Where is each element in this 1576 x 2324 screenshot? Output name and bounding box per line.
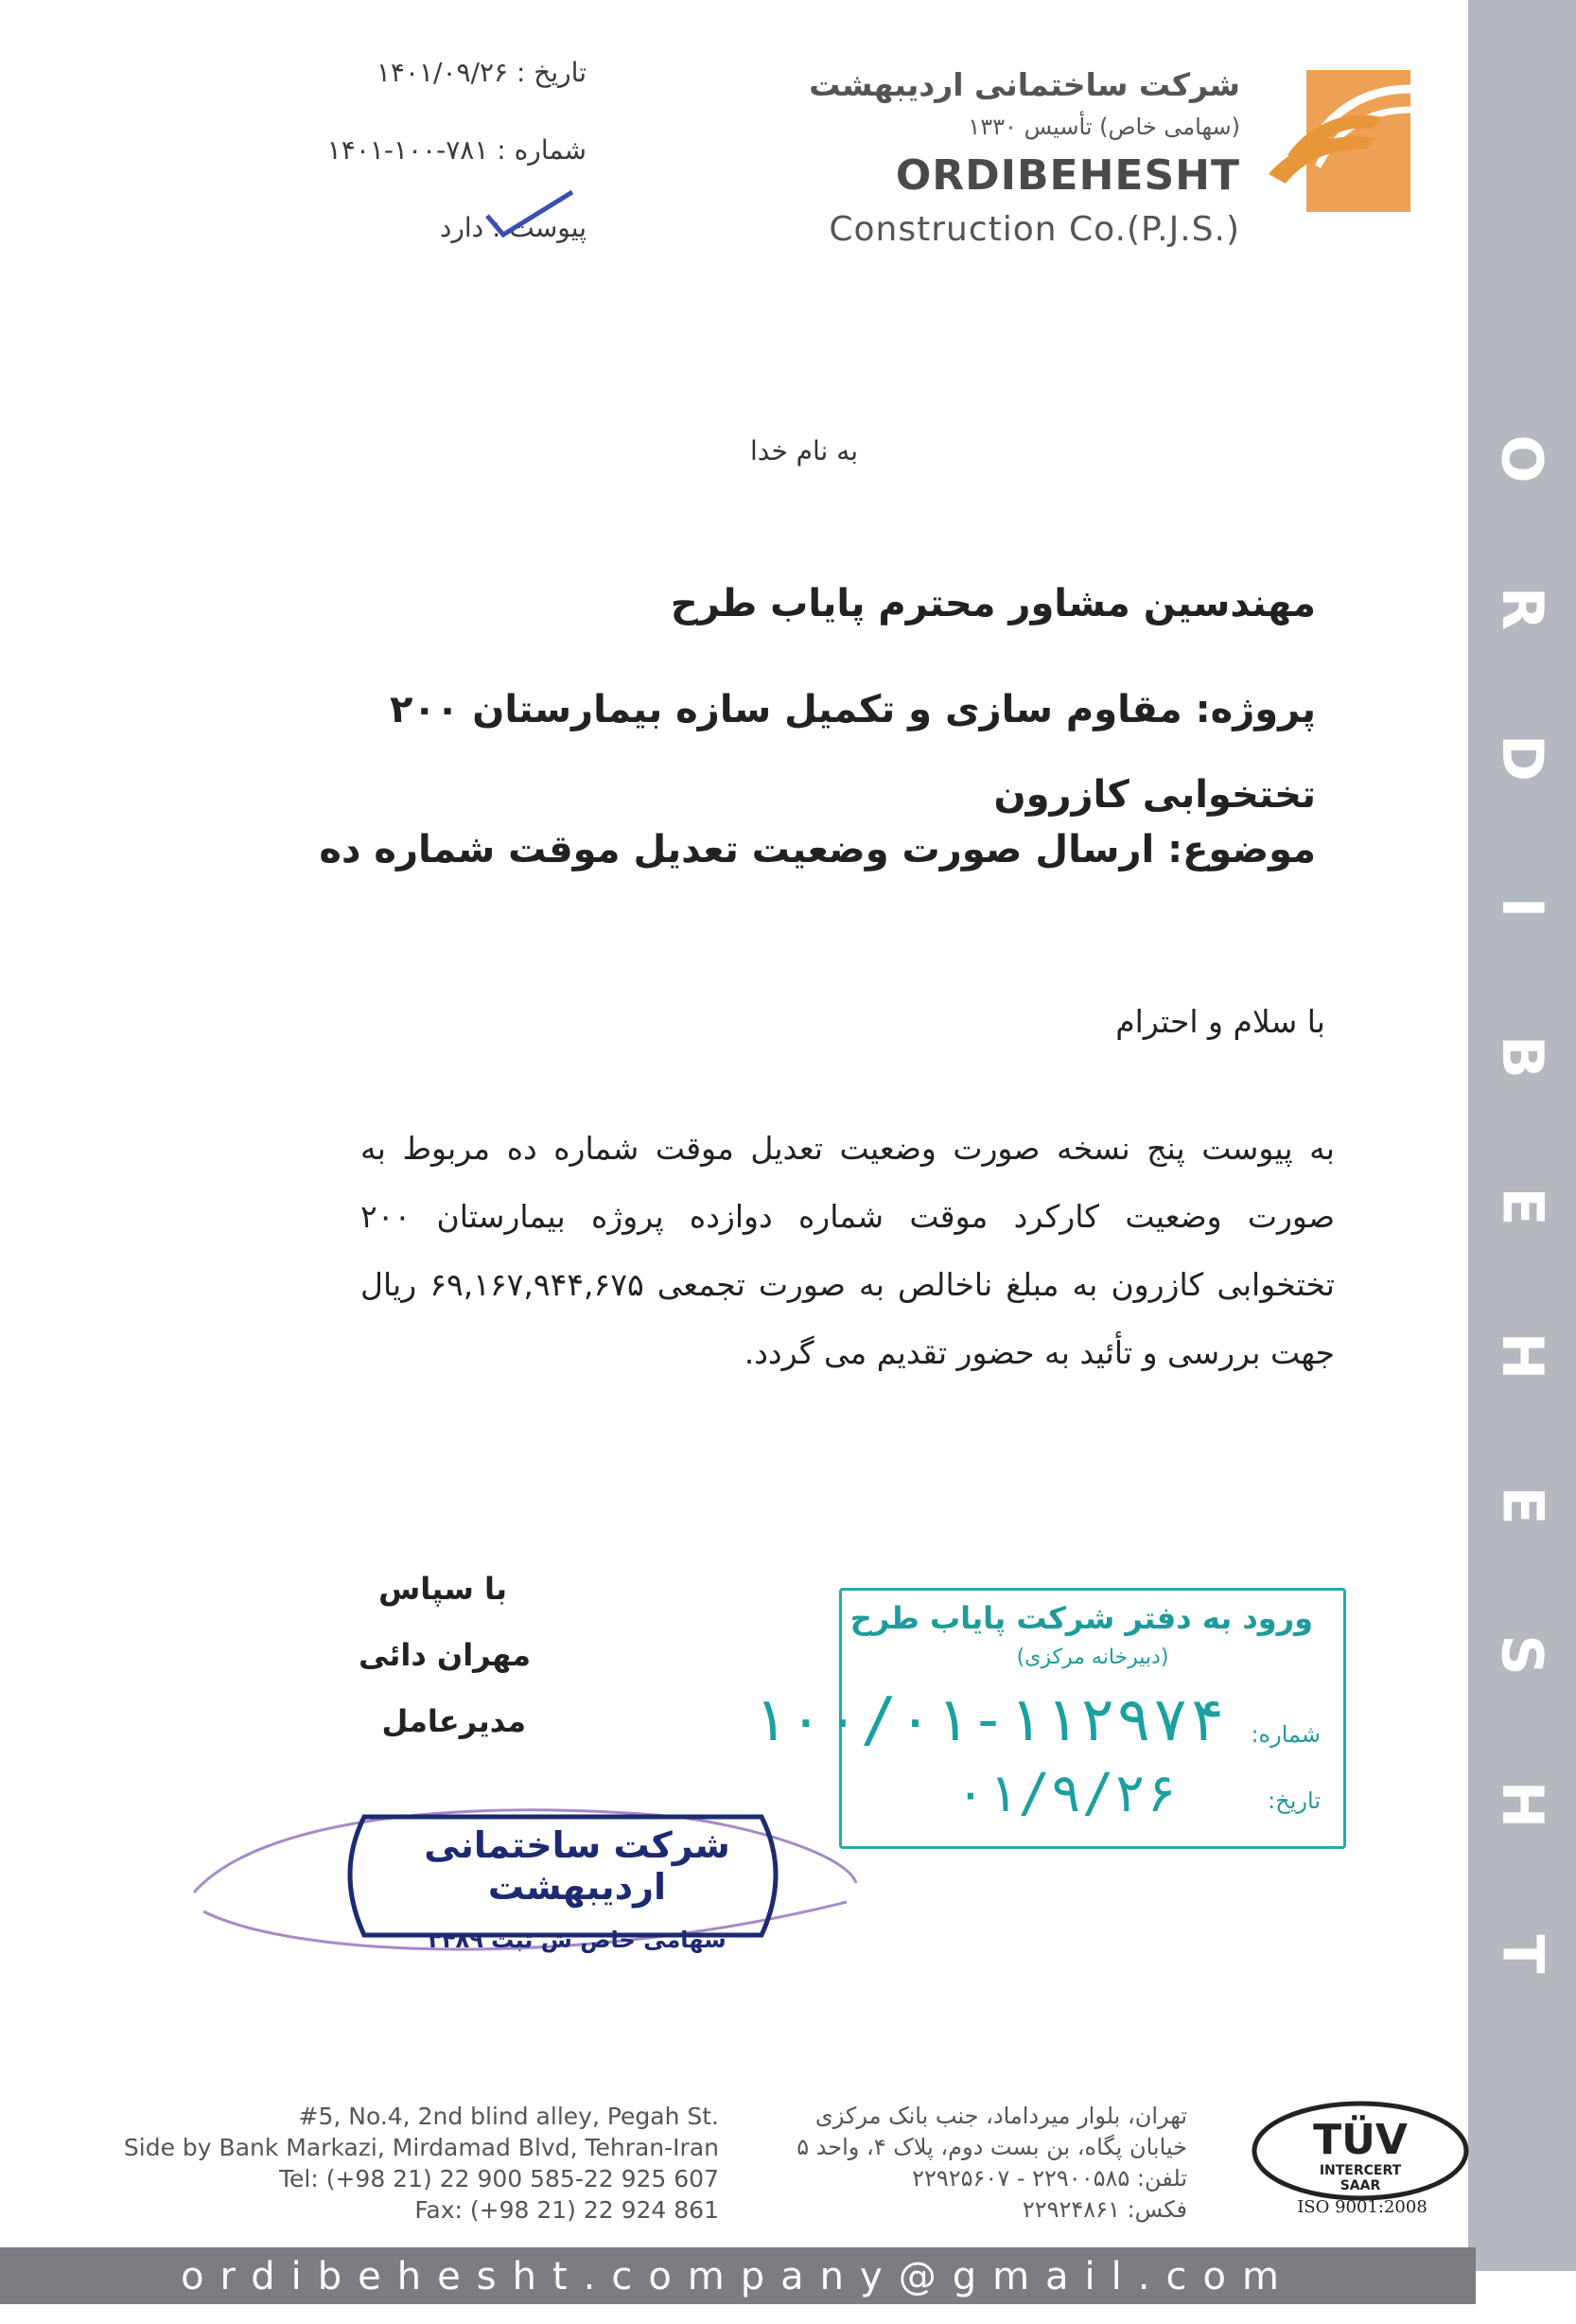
recipient: مهندسین مشاور محترم پایاب طرح <box>670 582 1316 625</box>
letter-number: شماره : ۷۸۱-۱۰۰-۱۴۰۱ <box>326 134 587 166</box>
side-letter: S <box>1489 1634 1555 1676</box>
company-logo-icon <box>1269 70 1410 212</box>
footer-en-line: Tel: (+98 21) 22 900 585-22 925 607 <box>279 2165 719 2192</box>
tuv-sub1: INTERCERT <box>1319 2163 1402 2178</box>
tuv-name: TÜV <box>1313 2116 1408 2164</box>
side-letter: D <box>1489 734 1555 782</box>
signer-title: مدیرعامل <box>381 1703 526 1739</box>
receipt-stamp-title: ورود به دفتر شرکت پایاب طرح <box>849 1600 1313 1636</box>
footer-en-line: Fax: (+98 21) 22 924 861 <box>414 2196 719 2224</box>
receipt-number-label: شماره: <box>1251 1721 1321 1748</box>
footer-en-line: #5, No.4, 2nd blind alley, Pegah St. <box>298 2103 719 2130</box>
footer-en-line: Side by Bank Markazi, Mirdamad Blvd, Tehran-Iran <box>123 2134 719 2161</box>
letter-attachment: پیوست : دارد <box>439 212 587 243</box>
company-stamp-line1: شرکت ساختمانی اردیبهشت <box>424 1824 730 1908</box>
signer-name: مهران دائی <box>358 1637 531 1673</box>
side-letter: I <box>1488 896 1555 919</box>
subject-line: موضوع: ارسال صورت وضعیت تعدیل موقت شماره ده <box>319 828 1316 872</box>
letter-date: تاریخ : ۱۴۰۱/۰۹/۲۶ <box>376 57 587 88</box>
company-stamp-text <box>359 1788 795 1953</box>
receipt-stamp <box>751 1588 1346 1849</box>
company-stamp-line2: سهامی خاص ش ثبت ۳۴۸۹ <box>428 1927 727 1953</box>
side-letter: R <box>1488 586 1555 631</box>
check-mark-icon <box>482 187 577 244</box>
footer-address-en <box>95 2101 719 2226</box>
footer-fa-line: تهران، بلوار میرداماد، جنب بانک مرکزی <box>814 2103 1187 2129</box>
receipt-number: ۱۰۰/۰۱-۱۱۲۹۷۴ <box>751 1685 1225 1755</box>
basmala: به نام خدا <box>749 435 859 467</box>
closing-thanks: با سپاس <box>378 1571 507 1607</box>
side-letter: O <box>1488 434 1555 484</box>
side-band-letters <box>1468 426 1576 1987</box>
company-name-en: ORDIBEHESHT <box>895 151 1240 200</box>
receipt-date-label: تاریخ: <box>1268 1787 1321 1814</box>
iso-label: ISO 9001:2008 <box>1297 2197 1427 2217</box>
company-subtitle: (سهامی خاص) تأسیس ۱۳۳۰ <box>968 114 1240 140</box>
footer-address-fa <box>757 2101 1187 2226</box>
footer-fa-line: تلفن: ۲۲۹۰۰۵۸۵ - ۲۲۹۲۵۶۰۷ <box>912 2165 1187 2192</box>
footer-fa-line: خیابان پگاه، بن بست دوم، پلاک ۴، واحد ۵ <box>797 2134 1187 2160</box>
greeting: با سلام و احترام <box>1115 1003 1325 1040</box>
letter-meta <box>303 57 587 290</box>
project-line: پروژه: مقاوم سازی و تکمیل سازه بیمارستان ۲۰۰ تختخوابی کازرون <box>390 688 1316 817</box>
side-letter: H <box>1489 1331 1555 1381</box>
company-subtitle-en: Construction Co.(P.J.S.) <box>829 210 1240 249</box>
letter-body: به پیوست پنج نسخه صورت وضعیت تعدیل موقت شماره ده مربوط به صورت وضعیت کارکرد موقت شماره دوازده پروژه بیمارستان ۲۰۰ تختخوابی کازرون به مبلغ ناخالص به صورت تجمعی ۶۹,۱۶۷,۹۴۴,۶۷۵ ریال جهت بررسی و تأئید به حضور تقدیم می گردد. <box>360 1130 1335 1371</box>
footer-email: ordibehesht.company@gmail.com <box>181 2255 1295 2298</box>
side-letter: E <box>1489 1486 1555 1525</box>
side-letter: H <box>1489 1780 1555 1829</box>
footer-fa-line: فکس: ۲۲۹۲۴۸۶۱ <box>1022 2196 1187 2223</box>
receipt-stamp-subtitle: (دبیرخانه مرکزی) <box>1016 1646 1169 1669</box>
tuv-sub2: SAAR <box>1340 2178 1381 2193</box>
side-letter: E <box>1489 1187 1555 1226</box>
company-name-fa: شرکت ساختمانی اردیبهشت <box>809 66 1240 103</box>
receipt-date: ۰۱/۹/۲۶ <box>954 1763 1178 1824</box>
side-letter: B <box>1488 1035 1555 1079</box>
side-letter: T <box>1489 1934 1555 1974</box>
